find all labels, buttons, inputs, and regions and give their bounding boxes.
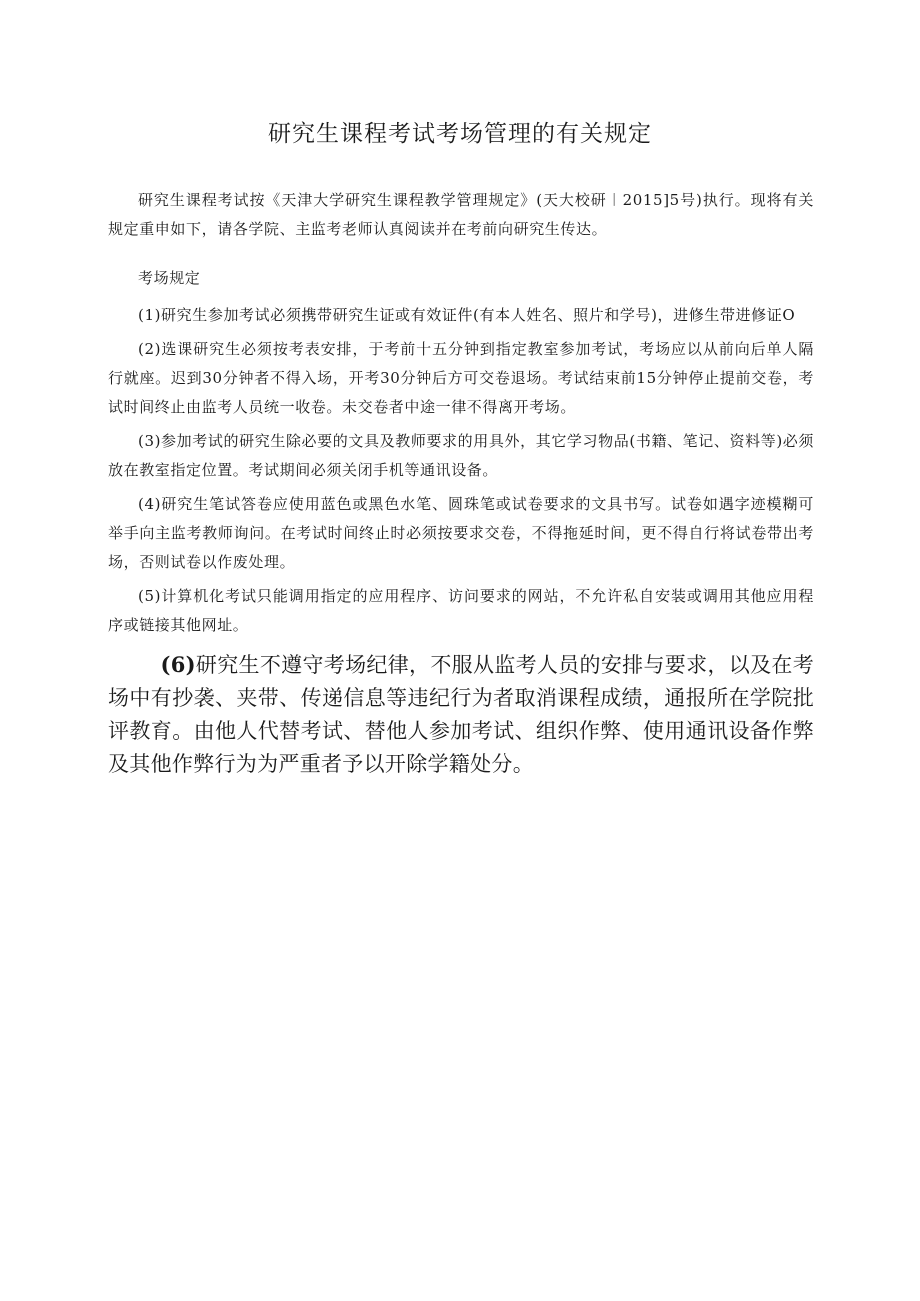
rule-2: (2)选课研究生必须按考表安排，于考前十五分钟到指定教室参加考试，考场应以从前向后单人隔行就座。迟到30分钟者不得入场，开考30分钟后方可交卷退场。考试结束前15分钟停止提前交卷，考试时间终止由监考人员统一收卷。未交卷者中途一律不得离开考场。 xyxy=(108,340,814,416)
document-title: 研究生课程考试考场管理的有关规定 xyxy=(268,121,652,147)
section-title: 考场规定 xyxy=(138,269,201,287)
rule-6-number: (6) xyxy=(160,652,196,677)
rule-5: (5)计算机化考试只能调用指定的应用程序、访问要求的网站，不允许私自安装或调用其他应用程序或链接其他网址。 xyxy=(108,587,814,634)
document-body xyxy=(108,186,814,781)
rule-1: (1)研究生参加考试必须携带研究生证或有效证件(有本人姓名、照片和学号)，进修生带进修证O xyxy=(138,306,796,324)
rule-3: (3)参加考试的研究生除必要的文具及教师要求的用具外，其它学习物品(书籍、笔记、资料等)必须放在教室指定位置。考试期间必须关闭手机等通讯设备。 xyxy=(108,432,814,479)
rule-6-text: 研究生不遵守考场纪律，不服从监考人员的安排与要求，以及在考场中有抄袭、夹带、传递信息等违纪行为者取消课程成绩，通报所在学院批评教育。由他人代替考试、替他人参加考试、组织作弊、使用通讯设备作弊及其他作弊行为为严重者予以开除学籍处分。 xyxy=(108,653,814,776)
rule-6 xyxy=(108,648,814,781)
intro-paragraph: 研究生课程考试按《天津大学研究生课程教学管理规定》(天大校研︱2015]5号)执行。现将有关规定重申如下，请各学院、主监考老师认真阅读并在考前向研究生传达。 xyxy=(108,191,814,238)
rule-4: (4)研究生笔试答卷应使用蓝色或黑色水笔、圆珠笔或试卷要求的文具书写。试卷如遇字迹模糊可举手向主监考教师询问。在考试时间终止时必须按要求交卷，不得拖延时间，更不得自行将试卷带出考场，否则试卷以作废处理。 xyxy=(108,495,814,571)
